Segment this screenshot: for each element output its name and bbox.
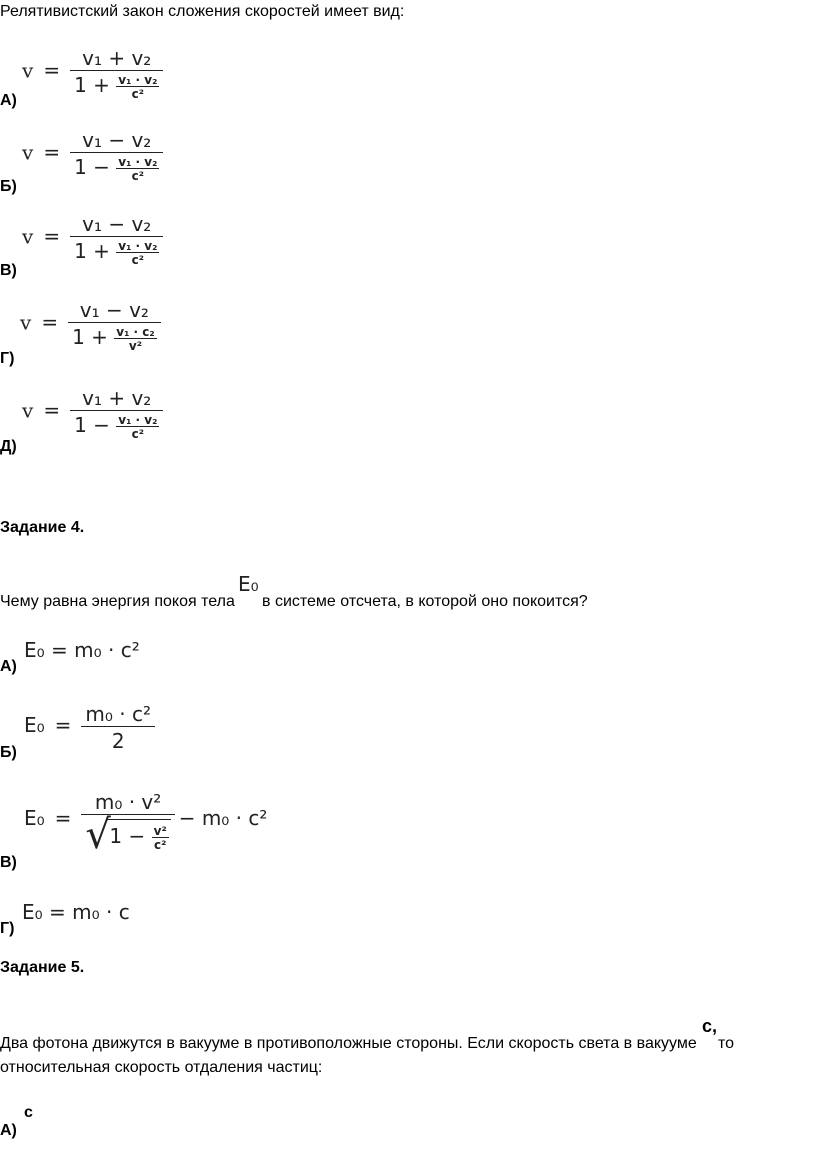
task4-label-a: А) — [0, 658, 17, 675]
formula-energy-b: E₀ = $\frac{\text{m₀ · c²}}{2}$ — [24, 702, 155, 753]
formula-option-v: v = v₁ − v₂ 1 + $\frac{\text{v₁ · v₂}}{\text{c²}}$ — [22, 212, 163, 266]
option-label-b: Б) — [0, 178, 17, 195]
formula-option-d: v = v₁ + v₂ 1 − $\frac{\text{v₁ · v₂}}{\text{c²}}$ — [22, 386, 163, 440]
formula-option-a: v = v₁ + v₂ 1 + $\frac{\text{v₁ · v₂}}{\text{c²}}$ — [22, 46, 163, 100]
formula-lhs: v — [22, 58, 34, 83]
task5-question-then: то — [718, 1035, 735, 1052]
option-label-g: Г) — [0, 350, 15, 367]
energy-symbol: E₀ — [238, 572, 259, 596]
task5-answer-a: c — [24, 1104, 33, 1121]
formula-energy-g: E₀ = m₀ · c — [22, 900, 130, 924]
option-label-d: Д) — [0, 438, 17, 455]
task5-question-line2: относительная скорость отдаления частиц: — [0, 1059, 323, 1076]
formula-energy-v: E₀ = m₀ · v² √ 1 − $\frac{\text{v²}}{\text{c²}}$ − m₀ · c² — [24, 790, 268, 858]
task4-question: Чему равна энергия покоя тела — [0, 593, 235, 610]
option-label-a: А) — [0, 92, 17, 109]
task4-label-g: Г) — [0, 920, 15, 937]
task4-heading: Задание 4. — [0, 519, 85, 536]
formula-option-g: v = v₁ − v₂ 1 + $\frac{\text{v₁ · c₂}}{\text{v²}}$ — [20, 298, 161, 352]
task4-question-tail: в системе отсчета, в которой оно покоится? — [262, 593, 588, 610]
task4-label-b: Б) — [0, 744, 17, 761]
formula-option-b: v = v₁ − v₂ 1 − $\frac{\text{v₁ · v₂}}{\text{c²}}$ — [22, 128, 163, 182]
task4-label-v: В) — [0, 854, 17, 871]
intro-text: Релятивистский закон сложения скоростей имеет вид: — [0, 3, 405, 20]
task5-label-a: А) — [0, 1122, 17, 1139]
option-label-v: В) — [0, 262, 17, 279]
task5-question-line1: Два фотона движутся в вакууме в противоположные стороны. Если скорость света в вакууме — [0, 1035, 697, 1052]
light-speed-symbol: c, — [702, 1016, 718, 1036]
formula-energy-a: E₀ = m₀ · c² — [24, 638, 140, 662]
task5-heading: Задание 5. — [0, 959, 85, 976]
